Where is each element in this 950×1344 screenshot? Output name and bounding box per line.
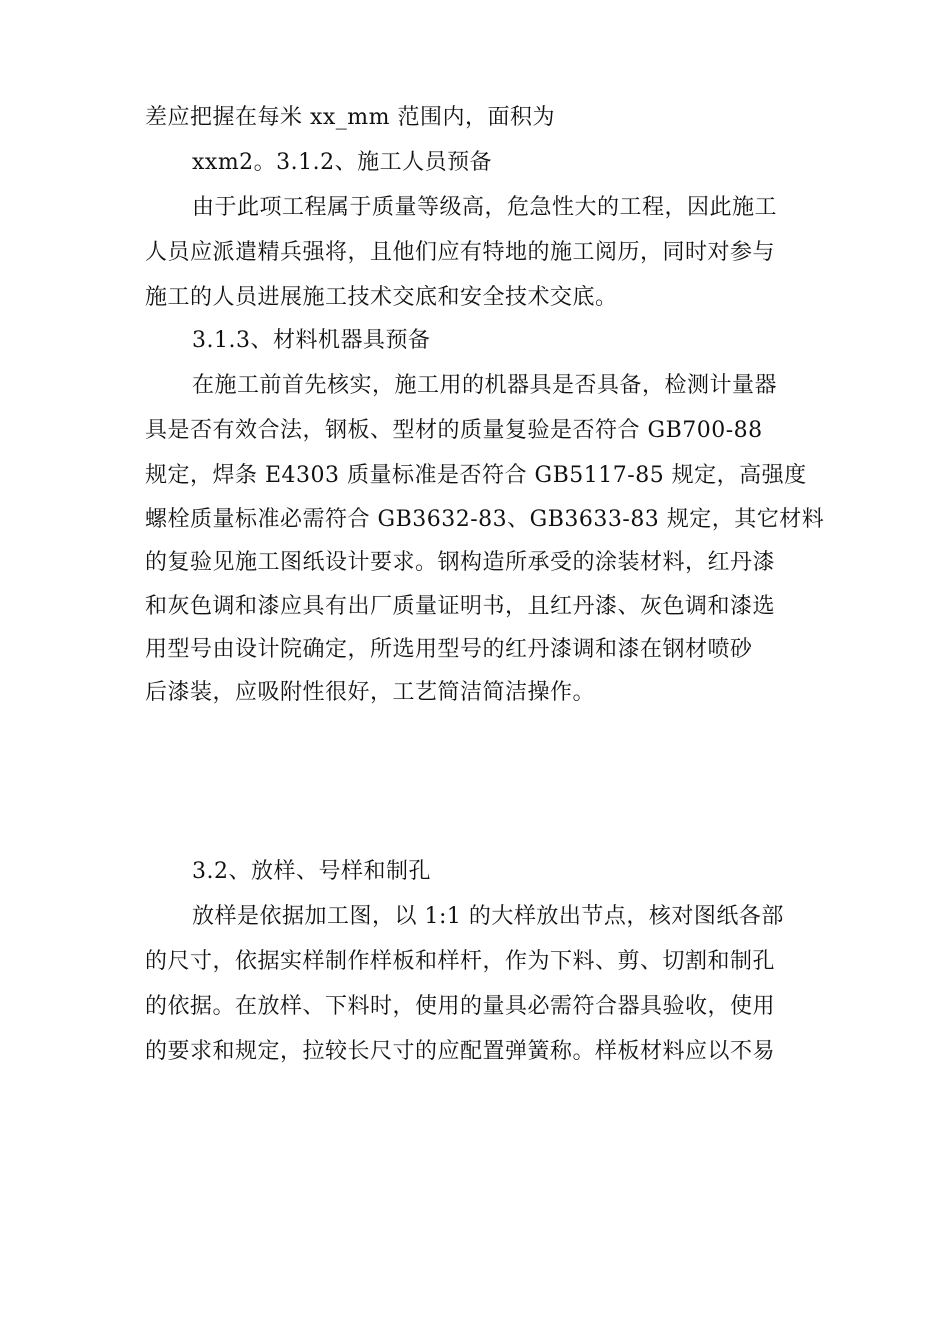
text-line: 的复验见施工图纸设计要求。钢构造所承受的涂装材料，红丹漆: [145, 550, 776, 575]
paragraph-first-line: 在施工前首先核实，施工用的机器具是否具备，检测计量器: [192, 373, 778, 398]
section-heading: 3.2、放样、号样和制孔: [192, 859, 431, 884]
paragraph-first-line: 放样是依据加工图，以 1:1 的大样放出节点，核对图纸各部: [192, 904, 784, 929]
text-line: xxm2。3.1.2、施工人员预备: [192, 150, 493, 175]
text-line: 具是否有效合法，钢板、型材的质量复验是否符合 GB700-88: [145, 418, 763, 443]
text-line: 的依据。在放样、下料时，使用的量具必需符合器具验收，使用: [145, 994, 776, 1019]
section-heading: 3.1.3、材料机器具预备: [192, 328, 431, 353]
text-line: 螺栓质量标准必需符合 GB3632-83、GB3633-83 规定，其它材料: [145, 507, 825, 532]
text-line: 后漆装，应吸附性很好，工艺简洁简洁操作。: [145, 680, 596, 705]
text-line: 规定，焊条 E4303 质量标准是否符合 GB5117-85 规定，高强度: [145, 463, 807, 488]
text-line: 和灰色调和漆应具有出厂质量证明书，且红丹漆、灰色调和漆选: [145, 594, 776, 619]
text-line: 施工的人员进展施工技术交底和安全技术交底。: [145, 285, 618, 310]
text-line: 的尺寸，依据实样制作样板和样杆，作为下料、剪、切割和制孔: [145, 949, 776, 974]
text-line: 人员应派遣精兵强将，且他们应有特地的施工阅历，同时对参与: [145, 240, 776, 265]
text-line: 的要求和规定，拉较长尺寸的应配置弹簧称。样板材料应以不易: [145, 1039, 776, 1064]
text-line: 差应把握在每米 xx_mm 范围内，面积为: [145, 105, 556, 130]
text-line: 用型号由设计院确定，所选用型号的红丹漆调和漆在钢材喷砂: [145, 637, 753, 662]
paragraph-first-line: 由于此项工程属于质量等级高，危急性大的工程，因此施工: [192, 195, 778, 220]
